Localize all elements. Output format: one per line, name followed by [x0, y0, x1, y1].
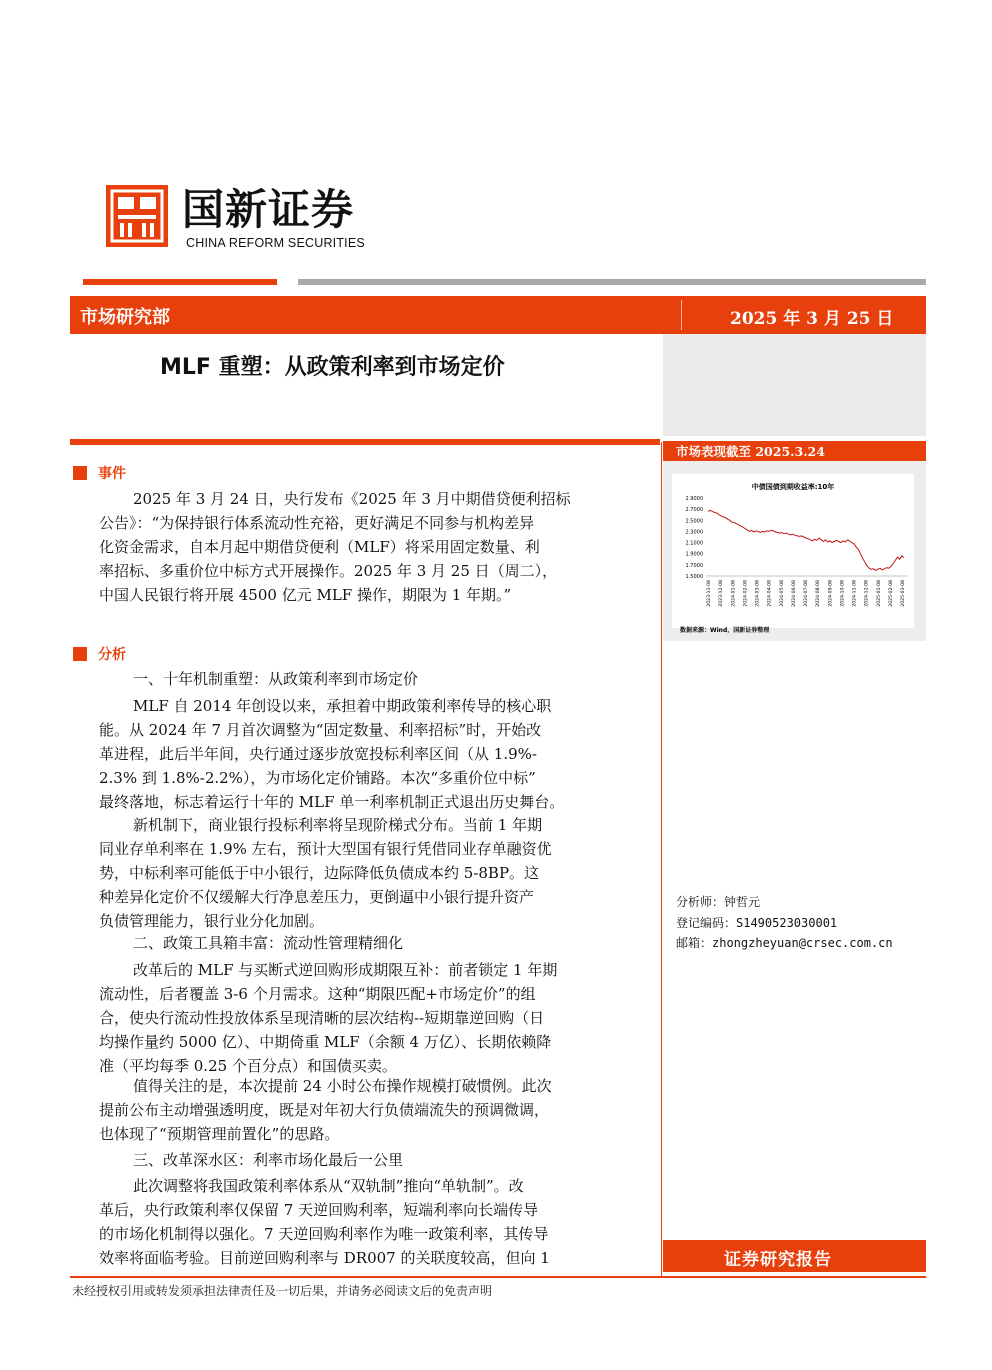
x-tick-label: 2025-02-08: [888, 580, 894, 607]
analysis-paragraph-5: [99, 1174, 650, 1270]
text-line: 同业存单利率在 1.9% 左右，预计大型国有银行凭借同业存单融资优: [99, 840, 552, 858]
x-tick-label: 2024-03-08: [755, 580, 761, 607]
analysis-paragraph-4: [99, 1074, 650, 1146]
subheading-3: 三、改革深水区：利率市场化最后一公里: [133, 1151, 404, 1169]
text-line: 化资金需求，自本月起中期借贷便利（MLF）将采用固定数量、利: [99, 538, 540, 556]
analysis-paragraph-1: [99, 694, 650, 814]
text-line: 也体现了“预期管理前置化”的思路。: [99, 1125, 340, 1143]
x-tick-label: 2024-07-08: [804, 580, 809, 607]
text-line: 准（平均每季 0.25 个百分点）和国债买卖。: [99, 1057, 397, 1075]
column-divider: [661, 442, 662, 1277]
chart-source: 数据来源：Wind，国新证券整理: [680, 627, 770, 634]
title-rule: [70, 439, 660, 445]
text-line: 均操作量约 5000 亿）、中期倚重 MLF（余额 4 万亿）、长期依赖降: [99, 1033, 552, 1051]
text-line: 率招标、多重价位中标方式开展操作。2025 年 3 月 25 日（周二），: [99, 562, 558, 580]
y-tick-label: 1.5000: [685, 574, 703, 580]
text-line: 此次调整将我国政策利率体系从“双轨制”推向“单轨制”。改: [133, 1177, 524, 1195]
text-line: 流动性，后者覆盖 3-6 个月需求。这种“期限匹配+市场定价”的组: [99, 985, 536, 1003]
text-line: 能。从 2024 年 7 月首次调整为“固定数量、利率招标”时，开始改: [99, 721, 542, 739]
subheading-1: 一、十年机制重塑：从政策利率到市场定价: [133, 670, 419, 688]
analyst-email[interactable]: 邮箱：zhongzheyuan@crsec.com.cn: [676, 936, 893, 950]
y-tick-label: 2.7000: [685, 507, 703, 514]
disclaimer: 未经授权引用或转发须承担法律责任及一切后果，并请务必阅读文后的免责声明: [72, 1284, 493, 1298]
x-tick-label: 2024-08-08: [816, 580, 822, 607]
x-tick-label: 2024-06-08: [791, 580, 797, 607]
x-tick-label: 2024-11-08: [852, 580, 858, 607]
subheading-2: 二、政策工具箱丰富：流动性管理精细化: [133, 934, 404, 952]
text-line: 革后，央行政策利率仅保留 7 天逆回购利率，短端利率向长端传导: [99, 1201, 539, 1219]
text-line: 势，中标利率可能低于中小银行，边际降低负债成本约 5-8BP。这: [99, 864, 540, 882]
section-analysis-icon: [73, 647, 87, 661]
series-line: [708, 510, 904, 570]
y-tick-label: 2.5000: [685, 518, 703, 525]
y-tick-label: 2.3000: [685, 529, 703, 536]
text-line: 新机制下，商业银行投标利率将呈现阶梯式分布。当前 1 年期: [133, 816, 543, 834]
company-name-cn: 国新证券: [182, 185, 355, 234]
chart-title: 中债国债到期收益率:10年: [751, 483, 835, 491]
x-tick-label: 2024-01-08: [731, 580, 737, 607]
text-line: 值得关注的是，本次提前 24 小时公布操作规模打破惯例。此次: [133, 1077, 552, 1095]
text-line: MLF 自 2014 年创设以来，承担着中期政策利率传导的核心职: [133, 697, 552, 715]
x-tick-label: 2025-01-08: [876, 580, 882, 607]
logo-seal-icon: [106, 185, 168, 247]
section-analysis-heading: 分析: [98, 647, 126, 663]
text-line: 效率将面临考验。目前逆回购利率与 DR007 的关联度较高，但向 1: [99, 1249, 550, 1267]
event-paragraph: [99, 487, 650, 607]
text-line: 种差异化定价不仅缓解大行净息差压力，更倒逼中小银行提升资产: [99, 888, 535, 906]
x-tick-label: 2023-11-08: [707, 580, 712, 607]
text-line: 负债管理能力，银行业分化加剧。: [99, 912, 325, 930]
text-line: 合，使央行流动性投放体系呈现清晰的层次结构--短期靠逆回购（日: [99, 1009, 545, 1027]
market-label: 市场表现截至 2025.3.24: [676, 444, 825, 459]
x-tick-label: 2024-10-08: [840, 580, 846, 607]
text-line: 2.3% 到 1.8%-2.2%），为市场化定价铺路。本次“多重价位中标”: [99, 769, 536, 787]
text-line: 公告》：“为保持银行体系流动性充裕，更好满足不同参与机构差异: [99, 514, 535, 532]
x-tick-label: 2024-05-08: [779, 580, 785, 607]
text-line: 中国人民银行将开展 4500 亿元 MLF 操作，期限为 1 年期。”: [99, 586, 512, 604]
x-tick-label: 2024-09-08: [828, 580, 834, 607]
report-date: 2025 年 3 月 25 日: [730, 309, 894, 329]
text-line: 改革后的 MLF 与买断式逆回购形成期限互补：前者锁定 1 年期: [133, 961, 558, 979]
text-line: 最终落地，标志着运行十年的 MLF 单一利率机制正式退出历史舞台。: [99, 793, 565, 811]
x-tick-label: 2023-12-08: [719, 580, 725, 607]
x-tick-label: 2024-02-08: [743, 580, 749, 607]
x-tick-label: 2024-04-08: [767, 580, 773, 607]
top-gray-bar: [298, 279, 926, 285]
analysis-paragraph-2: [99, 813, 650, 933]
x-tick-label: 2024-12-08: [864, 580, 870, 607]
top-accent-bar: [83, 279, 277, 285]
text-line: 的市场化机制得以强化。7 天逆回购利率作为唯一政策利率，其传导: [99, 1225, 549, 1243]
section-event-heading: 事件: [98, 466, 126, 482]
company-logo-mark: [106, 185, 168, 247]
text-line: 提前公布主动增强透明度，既是对年初大行负债端流失的预调微调，: [99, 1101, 550, 1119]
header-divider: [681, 300, 682, 330]
text-line: 革进程，此后半年间，央行通过逐步放宽投标利率区间（从 1.9%-: [99, 745, 537, 763]
yield-line-chart: [672, 490, 914, 624]
department-label: 市场研究部: [80, 307, 170, 328]
y-tick-label: 1.9000: [685, 551, 703, 558]
company-name-en: CHINA REFORM SECURITIES: [186, 236, 365, 250]
section-event-icon: [73, 466, 87, 480]
analyst-registration: 登记编码：S1490523030001: [676, 916, 838, 930]
analyst-name: 分析师：钟哲元: [676, 895, 761, 909]
y-tick-label: 2.1000: [685, 540, 703, 547]
footer-rule: [70, 1276, 926, 1278]
analysis-paragraph-3: [99, 958, 650, 1078]
y-tick-label: 1.7000: [685, 562, 703, 569]
y-tick-label: 2.9000: [685, 496, 703, 502]
x-tick-label: 2025-03-08: [901, 580, 906, 607]
report-title: MLF 重塑：从政策利率到市场定价: [160, 355, 505, 380]
report-tag: 证券研究报告: [724, 1250, 832, 1270]
sidebar-title-area: [663, 334, 926, 436]
text-line: 2025 年 3 月 24 日，央行发布《2025 年 3 月中期借贷便利招标: [133, 490, 571, 508]
